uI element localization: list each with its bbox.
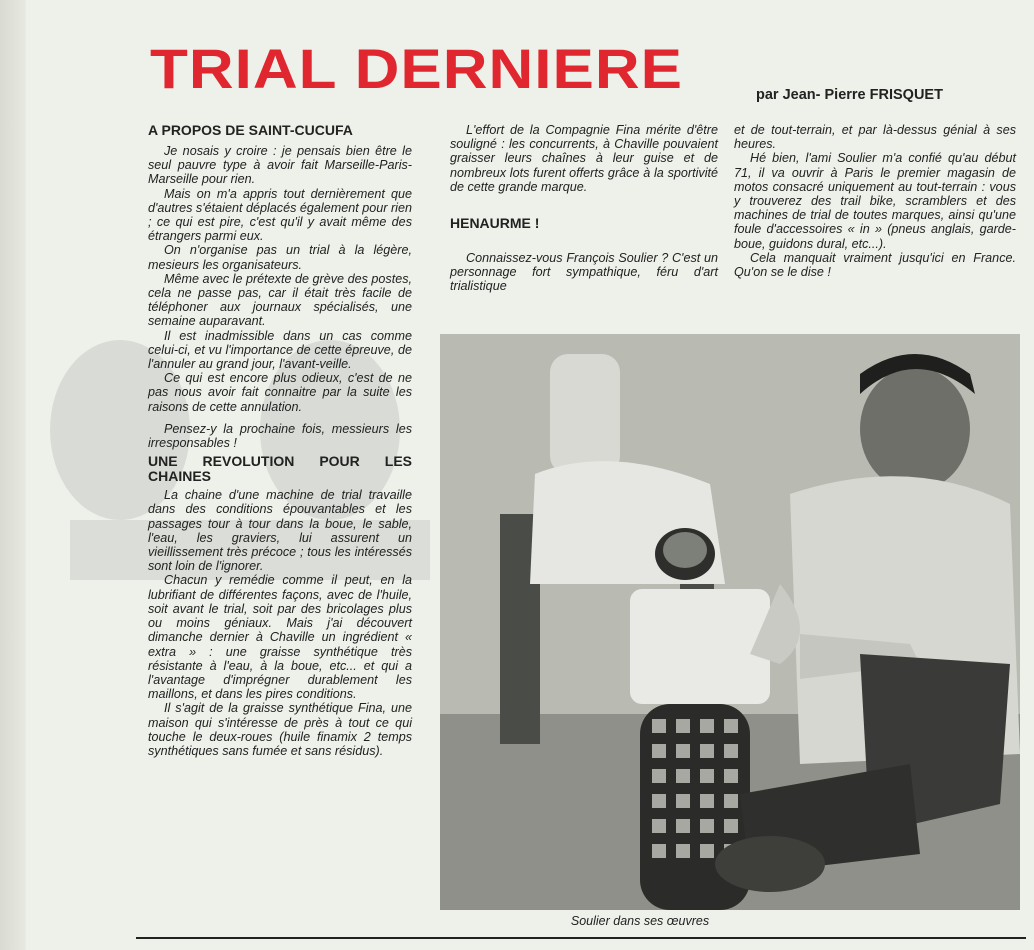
paragraph: Chacun y remédie comme il peut, en la lubrifiant de différentes façons, avec de l'huile, soit avant le trial, soit par des bricolages plus ou moins géniaux. Mais j'ai découvert dimanche dernier à Chaville un ingrédient « extra » : une graisse synthétique très résistante à l'eau, à la boue, etc... et qui a l'avantage d'imprégner durablement les maillons, et dans les pires conditions. [148, 573, 412, 702]
subhead-chaines: UNE REVOLUTION POUR LES CHAINES [148, 453, 412, 485]
article-title: TRIAL DERNIERE [150, 38, 684, 101]
article-column-2 [450, 123, 718, 294]
paragraph: Même avec le prétexte de grève des postes, cela ne passe pas, car il était très facile de téléphoner aux journaux spécialisés, une semaine auparavant. [148, 271, 412, 329]
paragraph: Il s'agit de la graisse synthétique Fina, une maison qui s'intéresse de près à tout ce qui touche le deux-roues (huile finamix 2 temps synthétiques sans fumée et sans résidus). [148, 701, 412, 758]
page-binding-edge [0, 0, 26, 950]
paragraph: Hé bien, l'ami Soulier m'a confié qu'au début 71, il va ouvrir à Paris le premier magasin de motos consacré uniquement au tout-terrain : vous y trouverez des trail bike, scramblers et des machines de trial de toutes marques, ainsi qu'une foule d'accessoires « in » (pneus anglais, garde-boue, guidons dural, etc...). [734, 151, 1016, 251]
photo-illustration [440, 334, 1020, 910]
bottom-rule [136, 937, 1026, 939]
paragraph: Pensez-y la prochaine fois, messieurs les irresponsables ! [148, 421, 412, 451]
paragraph: Mais on m'a appris tout dernièrement que d'autres s'étaient déplacés également pour rien ; ce qui est pire, c'est qu'il y avait même des étrangers parmi eux. [148, 186, 412, 244]
paragraph: Il est inadmissible dans un cas comme celui-ci, et vu l'importance de cette épreuve, de l'annuler au grand jour, l'avant-veille. [148, 328, 412, 372]
subhead-saint-cucufa: A PROPOS DE SAINT-CUCUFA [148, 122, 353, 138]
paragraph: On n'organise pas un trial à la légère, mesieurs les organisateurs. [148, 243, 412, 272]
author-byline: par Jean- Pierre FRISQUET [756, 87, 943, 103]
article-column-3 [734, 123, 1016, 279]
photo-man-with-motorcycle [440, 334, 1020, 910]
paragraph: Cela manquait vraiment jusqu'ici en France. Qu'on se le dise ! [734, 250, 1016, 280]
paragraph: Je nosais y croire : je pensais bien être le seul pauvre type à avoir fait Marseille-Paris-Marseille pour rien. [148, 144, 412, 187]
subhead-henaurme: HENAURME ! [450, 215, 540, 232]
paragraph: et de tout-terrain, et par là-dessus génial à ses heures. [734, 123, 1016, 152]
paragraph: L'effort de la Compagnie Fina mérite d'être souligné : les concurrents, à Chaville pouvaient graisser leurs chaînes à leur guise et de nombreux lots furent offerts grâce à la sportivité de cette grande marque. [450, 123, 718, 194]
paragraph: Ce qui est encore plus odieux, c'est de ne pas nous avoir fait connaitre par la suite les raisons de cette annulation. [148, 371, 412, 414]
paragraph: La chaine d'une machine de trial travaille dans des conditions épouvantables et les passages tour à tour dans la boue, le sable, l'eau, les graviers, lui assurent un vieillissement très précoce ; tous les intéressés sont loin de l'ignorer. [148, 488, 412, 574]
photo-caption: Soulier dans ses œuvres [570, 914, 710, 928]
paragraph: Connaissez-vous François Soulier ? C'est un personnage fort sympathique, féru d'art trialistique [450, 251, 718, 294]
article-column-1 [148, 123, 412, 758]
